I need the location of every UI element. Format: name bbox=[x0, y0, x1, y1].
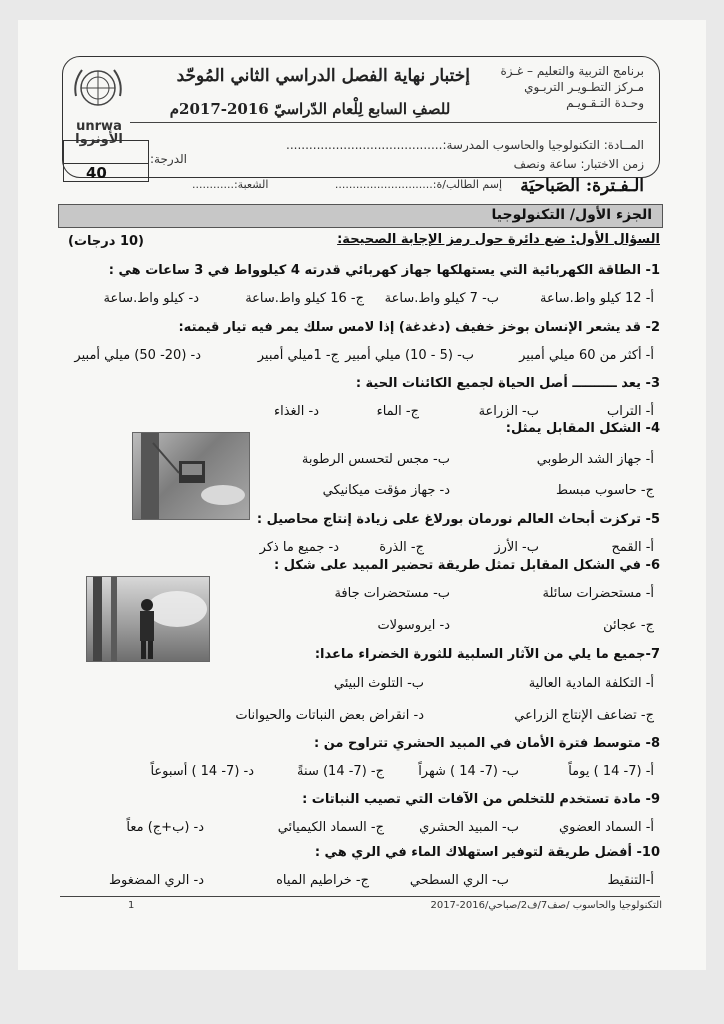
q2-option-d[interactable]: د- (20- 50) ميلي أمبير bbox=[74, 348, 201, 363]
question-5: 5- تركزت أبحاث العالم نورمان بورلاغ على زيادة إنتاج محاصيل : bbox=[256, 512, 660, 527]
q4-option-a[interactable]: أ- جهاز الشد الرطوبي bbox=[536, 452, 654, 467]
q5-option-a[interactable]: أ- القمح bbox=[611, 540, 654, 555]
question-8: 8- متوسط فترة الأمان في المبيد الحشري تتراوح من : bbox=[313, 736, 660, 751]
q7-option-c[interactable]: ج- تضاعف الإنتاج الزراعي bbox=[514, 708, 654, 723]
student-name-field: إسم الطالب/ة:............................ bbox=[334, 178, 502, 191]
q1-option-d[interactable]: د- كيلو واط.ساعة bbox=[103, 291, 199, 306]
q10-option-c[interactable]: ج- خراطيم المياه bbox=[276, 873, 369, 888]
period-field: الـفـترة: الصَباحيَة bbox=[520, 176, 644, 196]
part-title-bar bbox=[58, 204, 663, 228]
q1-option-c[interactable]: ج- 16 كيلو واط.ساعة bbox=[245, 291, 364, 306]
question-9: 9- مادة تستخدم للتخلص من الآفات التي تصيب النباتات : bbox=[302, 792, 660, 807]
q1-option-a[interactable]: أ- 12 كيلو واط.ساعة bbox=[539, 291, 654, 306]
q7-option-d[interactable]: د- انقراض بعض النباتات والحيوانات bbox=[235, 708, 424, 723]
org-line2: مـركز التطـويـر التربـوي bbox=[524, 80, 644, 94]
question-10: 10- أفضل طريقة لتوفير استهلاك الماء في الري هي : bbox=[314, 845, 660, 860]
question-4: 4- الشكل المقابل يمثل: bbox=[505, 421, 660, 436]
question-3: 3- يعد ــــــــــ أصل الحياة لجميع الكائنات الحية : bbox=[355, 376, 660, 391]
q9-option-d[interactable]: د- (ب+ج) معاً bbox=[126, 820, 204, 835]
q8-option-a[interactable]: أ- (7- 14 ) يوماً bbox=[568, 764, 654, 779]
pesticide-spraying-photo bbox=[86, 576, 210, 662]
q8-option-b[interactable]: ب- (7- 14 ) شهراً bbox=[418, 764, 519, 779]
q10-option-d[interactable]: د- الري المضغوط bbox=[108, 873, 204, 888]
question1-title: السؤال الأول: ضع دائرة حول رمز الإجابة الصحيحة: bbox=[337, 232, 660, 247]
q9-option-a[interactable]: أ- السماد العضوي bbox=[558, 820, 654, 835]
q3-option-a[interactable]: أ- التراب bbox=[607, 404, 654, 419]
q4-option-b[interactable]: ب- مجس لتحسس الرطوبة bbox=[301, 452, 450, 467]
q2-option-b[interactable]: ب- (5 - 10) ميلي أمبير bbox=[345, 348, 474, 363]
unrwa-logo-icon bbox=[68, 60, 128, 120]
q10-option-a[interactable]: أ-التنقيط bbox=[607, 873, 654, 888]
school-field: المدرسة:......................................... bbox=[286, 138, 489, 152]
grade-label: الدرجة: bbox=[150, 152, 187, 166]
q3-option-d[interactable]: د- الغذاء bbox=[273, 404, 319, 419]
footer-divider bbox=[60, 896, 660, 897]
q8-option-d[interactable]: د- (7- 14 ) أسبوعاً bbox=[150, 764, 254, 779]
part-title: الجزء الأول/ التكنولوجيا bbox=[491, 207, 652, 223]
question-6: 6- في الشكل المقابل تمثل طريقة تحضير المبيد على شكل : bbox=[274, 558, 660, 573]
duration-field: زمن الاختبار: ساعة ونصف bbox=[513, 157, 644, 171]
footer-course-code: التكنولوجيا والحاسوب /صف7/ف2/صباحي/2016-2017 bbox=[430, 900, 662, 911]
org-line3: وحـدة التـقـويـم bbox=[566, 96, 644, 110]
q6-option-c[interactable]: ج- عجائن bbox=[603, 618, 654, 633]
q3-option-c[interactable]: ج- الماء bbox=[376, 404, 419, 419]
q2-option-c[interactable]: ج- 1ميلي أمبير bbox=[257, 348, 339, 363]
org-line1: برنامج التربية والتعليم – غـزة bbox=[500, 64, 644, 78]
q8-option-c[interactable]: ج- (7- 14) سنةً bbox=[297, 764, 384, 779]
q6-option-b[interactable]: ب- مستحضرات جافة bbox=[334, 586, 450, 601]
q7-option-a[interactable]: أ- التكلفة المادية العالية bbox=[528, 676, 654, 691]
question1-marks: (10 درجات) bbox=[68, 234, 144, 249]
q4-option-c[interactable]: ج- حاسوب مبسط bbox=[555, 483, 654, 498]
q5-option-d[interactable]: د- جميع ما ذكر bbox=[259, 540, 339, 555]
q1-option-b[interactable]: ب- 7 كيلو واط.ساعة bbox=[384, 291, 499, 306]
q2-option-a[interactable]: أ- أكثر من 60 ميلي أمبير bbox=[519, 348, 654, 363]
q5-option-c[interactable]: ج- الذرة bbox=[379, 540, 424, 555]
page-number: 1 bbox=[128, 900, 135, 911]
grade-title: للصفِ السابع لِلْعام الدّراسيّ 2016-2017م bbox=[169, 100, 451, 118]
question-7: 7-جميع ما يلي من الآثار السلبية للثورة الخضراء ماعدا: bbox=[314, 647, 660, 662]
q10-option-b[interactable]: ب- الري السطحي bbox=[409, 873, 509, 888]
q9-option-c[interactable]: ج- السماد الكيميائي bbox=[277, 820, 384, 835]
score-box bbox=[63, 140, 149, 182]
q7-option-b[interactable]: ب- التلوث البيئي bbox=[333, 676, 424, 691]
q6-option-d[interactable]: د- ايروسولات bbox=[377, 618, 450, 633]
q9-option-b[interactable]: ب- المبيد الحشري bbox=[419, 820, 519, 835]
q6-option-a[interactable]: أ- مستحضرات سائلة bbox=[542, 586, 654, 601]
logo-text-ar: الأونروا bbox=[75, 132, 123, 147]
total-score: 40 bbox=[86, 164, 107, 182]
exam-title: إختبار نهاية الفصل الدراسي الثاني المُوحّد bbox=[176, 66, 470, 86]
soil-sensor-photo bbox=[132, 432, 250, 520]
subject-field: المــادة: التكنولوجيا والحاسوب bbox=[492, 138, 644, 152]
q5-option-b[interactable]: ب- الأرز bbox=[494, 540, 539, 555]
question-1: 1- الطاقة الكهربائية التي يستهلكها جهاز كهربائي قدرته 4 كيلوواط في 3 ساعات هي : bbox=[108, 263, 660, 278]
section-field: الشعبة:............ bbox=[192, 178, 269, 191]
q4-option-d[interactable]: د- جهاز مؤقت ميكانيكي bbox=[322, 483, 450, 498]
logo-text-en: unrwa bbox=[76, 119, 122, 134]
q3-option-b[interactable]: ب- الزراعة bbox=[478, 404, 539, 419]
question-2: 2- قد يشعر الإنسان بوخز خفيف (دغدغة) إذا لامس سلك يمر فيه تيار قيمته: bbox=[178, 320, 660, 335]
header-divider bbox=[130, 122, 657, 123]
